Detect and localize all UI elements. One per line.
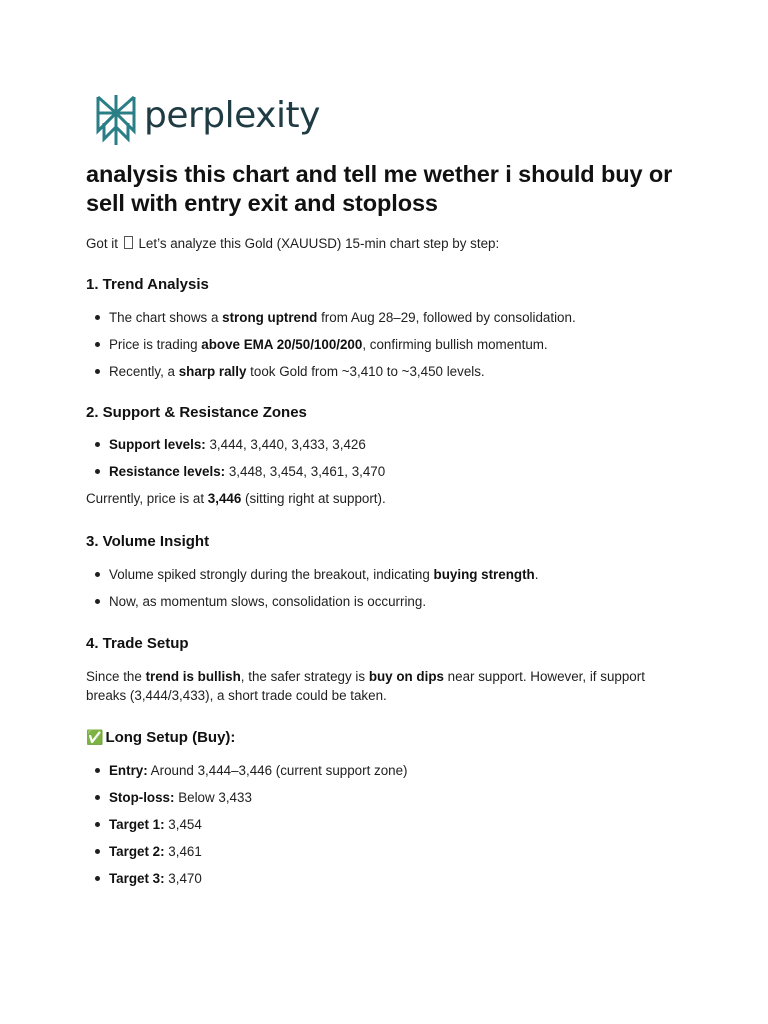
text: took Gold from ~3,410 to ~3,450 levels. [246, 364, 485, 379]
section-heading-trend: 1. Trend Analysis [86, 276, 209, 293]
text: near support. However, if support breaks (3,444/3,433), a short trade could be taken. [86, 669, 645, 703]
text: Currently, price is at [86, 491, 208, 506]
long-setup-list [86, 761, 686, 896]
bullet-icon [95, 599, 100, 604]
bullet-icon [95, 572, 100, 577]
text: Around 3,444–3,446 (current support zone) [147, 763, 408, 778]
text: Price is trading [109, 337, 202, 352]
support-list [86, 435, 686, 489]
bullet-icon [95, 795, 100, 800]
bold-text: trend is bullish [145, 669, 241, 684]
bullet-icon [95, 315, 100, 320]
list-item [86, 815, 686, 842]
intro-post: Let’s analyze this Gold (XAUUSD) 15-min chart step by step: [138, 236, 500, 251]
intro-line [86, 234, 686, 253]
brand-wordmark: perplexity [144, 95, 320, 136]
section-heading-setup: 4. Trade Setup [86, 635, 189, 652]
perplexity-logo [94, 93, 320, 147]
section-heading-long [86, 729, 235, 746]
text: 3,448, 3,454, 3,461, 3,470 [225, 464, 386, 479]
bold-text: 3,446 [207, 491, 242, 506]
heading-text: Long Setup (Buy): [105, 729, 236, 746]
text: 3,470 [164, 871, 202, 886]
text: 3,461 [164, 844, 202, 859]
bold-text: Entry: [109, 763, 148, 778]
bullet-icon [95, 469, 100, 474]
bold-text: Stop-loss: [109, 790, 175, 805]
bold-text: Support levels: [109, 437, 206, 452]
text: (sitting right at support). [241, 491, 386, 506]
text: Below 3,433 [174, 790, 252, 805]
bold-text: strong uptrend [222, 310, 318, 325]
setup-paragraph [86, 667, 686, 705]
text: Volume spiked strongly during the breakout, indicating [109, 567, 434, 582]
bold-text: Target 2: [109, 844, 165, 859]
list-item [86, 842, 686, 869]
text: 3,454 [164, 817, 202, 832]
text: from Aug 28–29, followed by consolidation. [317, 310, 576, 325]
text: The chart shows a [109, 310, 223, 325]
bold-text: buy on dips [368, 669, 444, 684]
list-item [86, 788, 686, 815]
list-item [86, 462, 686, 489]
list-item [86, 565, 686, 592]
list-item [86, 308, 686, 335]
list-item [86, 592, 686, 619]
bold-text: Target 1: [109, 817, 165, 832]
missing-glyph-icon [124, 236, 133, 249]
bullet-icon [95, 822, 100, 827]
section-heading-support: 2. Support & Resistance Zones [86, 404, 307, 421]
bold-text: Resistance levels: [109, 464, 226, 479]
support-note [86, 489, 686, 508]
perplexity-mark-icon [94, 93, 138, 147]
section-heading-volume: 3. Volume Insight [86, 533, 210, 550]
volume-list [86, 565, 686, 619]
bullet-icon [95, 442, 100, 447]
bold-text: buying strength [433, 567, 535, 582]
trend-list [86, 308, 686, 389]
bold-text: sharp rally [178, 364, 247, 379]
list-item [86, 335, 686, 362]
bold-text: Target 3: [109, 871, 165, 886]
text: , the safer strategy is [240, 669, 369, 684]
bullet-icon [95, 768, 100, 773]
text: 3,444, 3,440, 3,433, 3,426 [205, 437, 366, 452]
checkmark-icon: ✅ [86, 729, 104, 745]
list-item [86, 869, 686, 896]
list-item [86, 761, 686, 788]
bullet-icon [95, 369, 100, 374]
bullet-icon [95, 849, 100, 854]
question-title: analysis this chart and tell me wether i should buy or sell with entry exit and stoploss [86, 161, 673, 216]
list-item [86, 435, 686, 462]
text: . [534, 567, 539, 582]
text: Since the [86, 669, 146, 684]
text: Recently, a [109, 364, 179, 379]
bullet-icon [95, 876, 100, 881]
intro-pre: Got it [86, 236, 118, 251]
text: , confirming bullish momentum. [362, 337, 548, 352]
text: Now, as momentum slows, consolidation is occurring. [109, 594, 427, 609]
bold-text: above EMA 20/50/100/200 [201, 337, 363, 352]
list-item [86, 362, 686, 389]
bullet-icon [95, 342, 100, 347]
